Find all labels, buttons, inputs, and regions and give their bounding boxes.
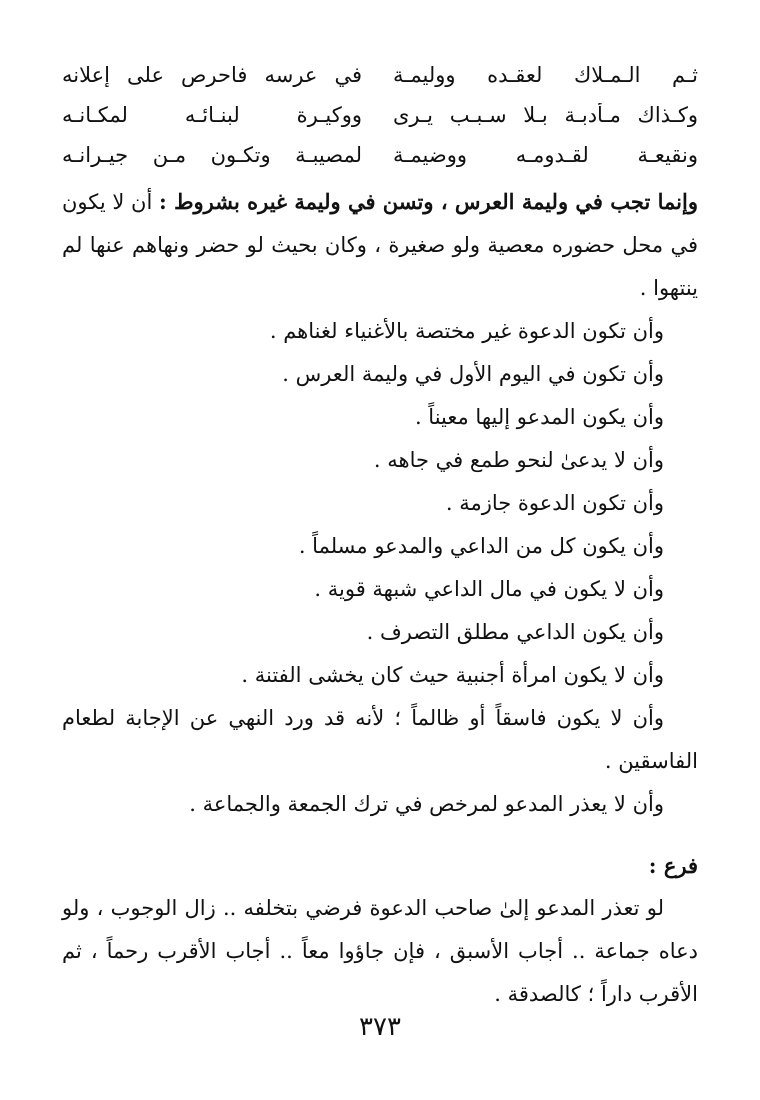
- page-number: ٣٧٣: [359, 1012, 401, 1042]
- verse-row: [62, 95, 698, 135]
- condition-item: وأن تكون في اليوم الأول في وليمة العرس .: [282, 362, 664, 386]
- condition-item: وأن يكون المدعو إليها معيناً .: [414, 405, 664, 429]
- condition-item: وأن يكون كل من الداعي والمدعو مسلماً .: [298, 534, 664, 558]
- poem-block: [62, 55, 698, 175]
- verse-first-hemistich: وكـذاك مـأدبـة بـلا سـبـب يـرى: [393, 103, 698, 127]
- last-condition-item: وأن لا يعذر المدعو لمرخص في ترك الجمعة والجماعة .: [189, 792, 664, 816]
- condition-item: وأن تكون الدعوة جازمة .: [445, 491, 664, 515]
- section-body: لو تعذر المدعو إلىٰ صاحب الدعوة فرضي بتخلفه .. زال الوجوب ، ولو دعاه جماعة .. أجاب الأسبق ، فإن جاؤوا معاً .. أجاب الأقرب رحماً ، ثم الأقرب داراً ؛ كالصدقة .: [62, 896, 698, 1006]
- condition-item: وأن تكون الدعوة غير مختصة بالأغنياء لغناهم .: [269, 319, 664, 343]
- intro-rest: أن لا يكون في محل حضوره معصية ولو صغيرة ، وكان بحيث لو حضر ونهاهم عنها لم ينتهوا .: [62, 190, 698, 300]
- condition-item: وأن يكون الداعي مطلق التصرف .: [366, 620, 664, 644]
- intro-paragraph: [62, 180, 698, 310]
- verse-first-hemistich: ثـم الـمـلاك لعقـده ووليمـة: [393, 63, 698, 87]
- verse-second-hemistich: ووكيـرة لبنـائـه لمكـانـه: [62, 103, 362, 127]
- section-heading: فرع :: [648, 853, 698, 878]
- verse-second-hemistich: في عرسه فاحرص على إعلانه: [62, 63, 362, 87]
- fasiq-paragraph: وأن لا يكون فاسقاً أو ظالماً ؛ لأنه قد ورد النهي عن الإجابة لطعام الفاسقين .: [62, 706, 698, 773]
- verse-row: [62, 135, 698, 175]
- intro-lead: وإنما تجب في وليمة العرس ، وتسن في وليمة غيره بشروط :: [159, 189, 698, 214]
- condition-item: وأن لا يكون في مال الداعي شبهة قوية .: [314, 577, 664, 601]
- verse-second-hemistich: لمصيبـة وتكـون مـن جيـرانـه: [62, 143, 362, 167]
- condition-item: وأن لا يدعىٰ لنحو طمع في جاهه .: [373, 448, 664, 472]
- verse-first-hemistich: ونقيعـة لقـدومـه ووضيمـة: [393, 143, 698, 167]
- condition-item: وأن لا يكون امرأة أجنبية حيث كان يخشى الفتنة .: [241, 663, 664, 687]
- verse-row: [62, 55, 698, 95]
- prose-block: [62, 180, 698, 1016]
